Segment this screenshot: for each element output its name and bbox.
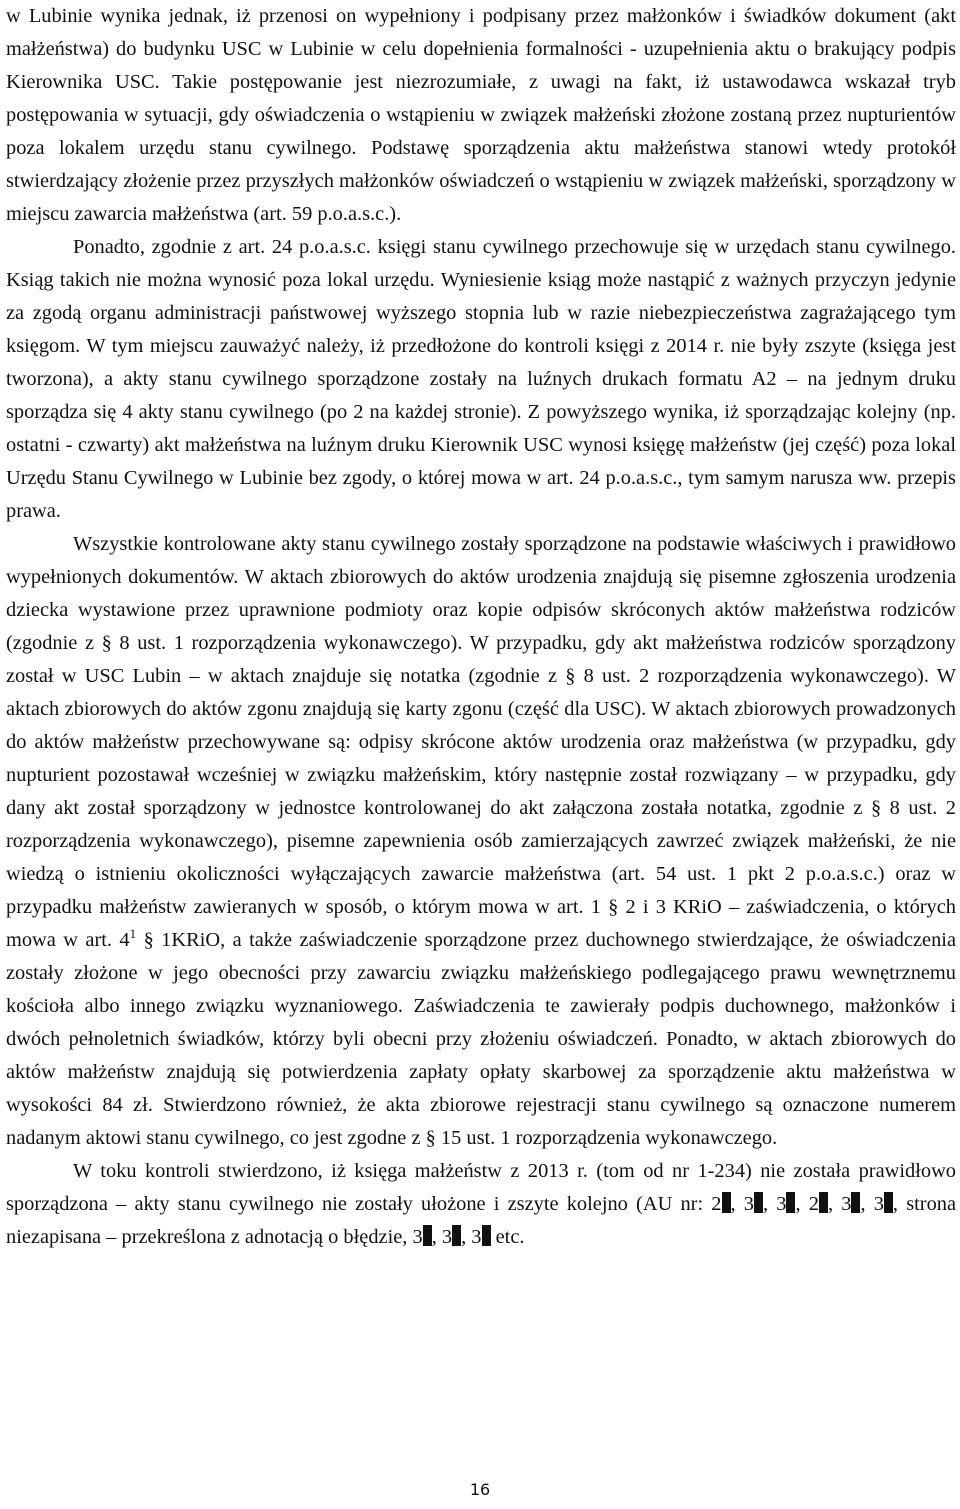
- paragraph-2: Ponadto, zgodnie z art. 24 p.o.a.s.c. księgi stanu cywilnego przechowuje się w urzędach stanu cywilnego. Ksiąg takich nie można wynosić poza lokal urzędu. Wyniesienie ksiąg może nastąpić z ważnych przyczyn jedynie za zgodą organu administracji państwowej wyższego stopnia lub w razie niebezpieczeństwa zagrażającego tym księgom. W tym miejscu zauważyć należy, iż przedłożone do kontroli księgi z 2014 r. nie były zszyte (księga jest tworzona), a akty stanu cywilnego sporządzone zostały na luźnych drukach formatu A2 – na jednym druku sporządza się 4 akty stanu cywilnego (po 2 na każdej stronie). Z powyższego wynika, iż sporządzając kolejny (np. ostatni - czwarty) akt małżeństwa na luźnym druku Kierownik USC wynosi księgę małżeństw (jej część) poza lokal Urzędu Stanu Cywilnego w Lubinie bez zgody, o której mowa w art. 24 p.o.a.s.c., tym samym narusza ww. przepis prawa.: [6, 236, 956, 522]
- separator: ,: [827, 1193, 842, 1215]
- act-number: 3: [776, 1193, 787, 1215]
- paragraph-1: w Lubinie wynika jednak, iż przenosi on wypełniony i podpisany przez małżonków i świadków dokument (akt małżeństwa) do budynku USC w Lubinie w celu dopełnienia formalności - uzupełnienia aktu o brakujący podpis Kierownika USC. Takie postępowanie jest niezrozumiałe, z uwagi na fakt, iż ustawodawca wskazał tryb postępowania w sytuacji, gdy oświadczenia o wstąpieniu w związek małżeński złożone zostaną przez nupturientów poza lokalem urzędu stanu cywilnego. Podstawę sporządzenia aktu małżeństwa stanowi wtedy protokół stwierdzający złożenie przez przyszłych małżonków oświadczeń o wstąpieniu w związek małżeński, sporządzony w miejscu zawarcia małżeństwa (art. 59 p.o.a.s.c.).: [6, 5, 956, 225]
- separator: ,: [860, 1193, 874, 1215]
- separator: ,: [461, 1226, 472, 1248]
- page-number: 16: [469, 1480, 491, 1499]
- paragraph-3: [6, 528, 956, 1155]
- act-number: 3: [841, 1193, 852, 1215]
- act-number: 3: [441, 1226, 453, 1248]
- redaction-block: [819, 1192, 828, 1213]
- act-number: 3: [412, 1226, 423, 1248]
- redaction-block: [754, 1192, 763, 1213]
- act-number: 3: [743, 1193, 754, 1215]
- separator: ,: [730, 1193, 744, 1215]
- redaction-block: [722, 1192, 731, 1213]
- act-number: 3: [873, 1193, 884, 1215]
- separator: ,: [762, 1193, 777, 1215]
- document-page: [6, 0, 956, 1254]
- act-number: 2: [711, 1193, 722, 1215]
- separator: , strona niezapisana – przekreślona z adnotacją o błędzie,: [6, 1193, 957, 1248]
- paragraph-3-text-b: § 1KRiO, a także zaświadczenie sporządzone przez duchownego stwierdzające, że oświadczenia zostały złożone w jego obecności przy zawarciu związku małżeńskiego podlegającego prawu wewnętrznemu kościoła albo innego związku wyznaniowego. Zaświadczenia te zawierały podpis duchownego, małżonków i dwóch pełnoletnich świadków, którzy byli obecni przy złożeniu oświadczeń. Ponadto, w aktach zbiorowych do aktów małżeństw znajdują się potwierdzenia zapłaty opłaty skarbowej za sporządzenie aktu małżeństwa w wysokości 84 zł. Stwierdzono również, że akta zbiorowe rejestracji stanu cywilnego są oznaczone numerem nadanym aktowi stanu cywilnego, co jest zgodne z § 15 ust. 1 rozporządzenia wykonawczego.: [6, 929, 957, 1149]
- paragraph-4: [6, 1155, 956, 1254]
- separator: ,: [431, 1226, 442, 1248]
- redaction-block: [884, 1192, 893, 1213]
- separator: ,: [795, 1193, 809, 1215]
- separator: etc.: [490, 1226, 525, 1248]
- paragraph-4-text: W toku kontroli stwierdzono, iż księga małżeństw z 2013 r. (tom od nr 1-234) nie została prawidłowo sporządzona – akty stanu cywilnego nie zostały ułożone i zszyte kolejno (AU nr:: [6, 1160, 956, 1215]
- act-number: 3: [471, 1226, 482, 1248]
- paragraph-3-text-a: Wszystkie kontrolowane akty stanu cywilnego zostały sporządzone na podstawie właściwych i prawidłowo wypełnionych dokumentów. W aktach zbiorowych do aktów urodzenia znajdują się pisemne zgłoszenia urodzenia dziecka wystawione przez uprawnione podmioty oraz kopie odpisów skróconych aktów małżeństwa rodziców (zgodnie z § 8 ust. 1 rozporządzenia wykonawczego). W przypadku, gdy akt małżeństwa rodziców sporządzony został w USC Lubin – w aktach znajduje się notatka (zgodnie z § 8 ust. 2 rozporządzenia wykonawczego). W aktach zbiorowych do aktów zgonu znajdują się karty zgonu (część dla USC). W aktach zbiorowych prowadzonych do aktów małżeństw przechowywane są: odpisy skrócone aktów urodzenia oraz małżeństwa (w przypadku, gdy nupturient pozostawał wcześniej w związku małżeńskim, który następnie został rozwiązany – w przypadku, gdy dany akt został sporządzony w jednostce kontrolowanej do akt załączona została notatka, zgodnie z § 8 ust. 2 rozporządzenia wykonawczego), pisemne zapewnienia osób zamierzających zawrzeć związek małżeński, że nie wiedzą o istnieniu okoliczności wyłączających zawarcie małżeństwa (art. 54 ust. 1 pkt 2 p.o.a.s.c.) oraz w przypadku małżeństw zawieranych w sposób, o którym mowa w art. 1 § 2 i 3 KRiO – zaświadczenia, o których mowa w art. 4: [6, 533, 956, 951]
- redaction-block: [452, 1225, 461, 1246]
- act-number: 2: [808, 1193, 819, 1215]
- redaction-block: [423, 1225, 432, 1246]
- superscript: 1: [129, 926, 137, 941]
- redaction-block: [482, 1225, 491, 1246]
